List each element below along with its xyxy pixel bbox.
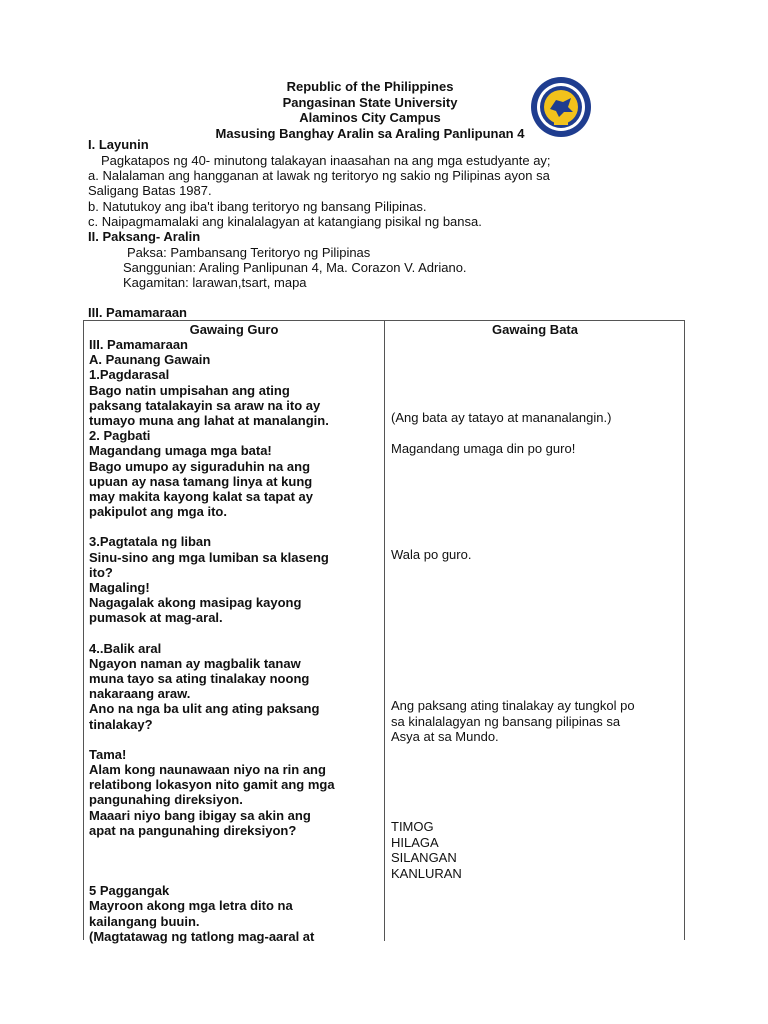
- guro-line: apat na pangunahing direksiyon?: [89, 822, 297, 838]
- paksa-topic: Paksa: Pambansang Teritoryo ng Pilipinas: [127, 245, 371, 260]
- guro-line: Tama!: [89, 746, 127, 762]
- column-divider: [384, 321, 385, 941]
- guro-line: Maaari niyo bang ibigay sa akin ang: [89, 807, 311, 823]
- guro-line: 4..Balik aral: [89, 640, 162, 656]
- document-header: [150, 79, 590, 141]
- layunin-a-line1: a. Nalalaman ang hangganan at lawak ng teritoryo ng sakio ng Pilipinas ayon sa: [88, 168, 550, 183]
- guro-line: Nagagalak akong masipag kayong: [89, 595, 302, 611]
- header-republic: Republic of the Philippines: [286, 79, 454, 94]
- guro-line: 3.Pagtatala ng liban: [89, 534, 212, 550]
- guro-line: III. Pamamaraan: [89, 337, 188, 352]
- guro-line: paksang tatalakayin sa araw na ito ay: [89, 397, 321, 413]
- university-seal-logo: [530, 76, 592, 138]
- bata-response-directions: [391, 819, 681, 881]
- bata-response-pray: (Ang bata ay tatayo at mananalangin.): [391, 410, 612, 425]
- direction-north: HILAGA: [391, 834, 439, 850]
- pamamaraan-heading: III. Pamamaraan: [88, 305, 187, 320]
- layunin-heading: I. Layunin: [88, 137, 149, 152]
- guro-line: 1.Pagdarasal: [89, 367, 170, 383]
- column-header-guro: Gawaing Guro: [189, 322, 279, 337]
- guro-line: 5 Paggangak: [89, 883, 170, 899]
- column-header-bata: Gawaing Bata: [492, 322, 578, 337]
- guro-line: muna tayo sa ating tinalakay noong: [89, 671, 310, 687]
- guro-line: Alam kong naunawaan niyo na rin ang: [89, 762, 326, 778]
- guro-line: Magandang umaga mga bata!: [89, 443, 272, 459]
- paksa-materials: Kagamitan: larawan,tsart, mapa: [123, 275, 307, 290]
- guro-line: Magaling!: [89, 580, 150, 596]
- bata-response-review: [391, 698, 681, 745]
- guro-line: Bago umupo ay siguraduhin na ang: [89, 458, 311, 474]
- bata-review-line: Asya at sa Mundo.: [391, 729, 499, 744]
- bata-review-line: Ang paksang ating tinalakay ay tungkol po: [391, 698, 635, 713]
- layunin-intro: Pagkatapos ng 40- minutong talakayan inaasahan na ang mga estudyante ay;: [101, 153, 551, 168]
- layunin-b: b. Natutukoy ang iba't ibang teritoryo ng bansang Pilipinas.: [88, 199, 427, 214]
- direction-south: TIMOG: [391, 819, 434, 834]
- guro-line: may makita kayong kalat sa tapat ay: [89, 489, 314, 505]
- guro-line: A. Paunang Gawain: [89, 352, 211, 368]
- guro-line: Sinu-sino ang mga lumiban sa klaseng: [89, 549, 329, 565]
- header-university: Pangasinan State University: [282, 94, 458, 110]
- guro-line: nakaraang araw.: [89, 686, 191, 702]
- guro-line: pakipulot ang mga ito.: [89, 504, 227, 520]
- guro-line: Mayroon akong mga letra dito na: [89, 898, 293, 914]
- teacher-activities: [89, 337, 381, 944]
- paksa-heading: II. Paksang- Aralin: [88, 229, 201, 244]
- bata-response-absent: Wala po guro.: [391, 547, 472, 562]
- guro-line: tinalakay?: [89, 716, 153, 732]
- header-title: Masusing Banghay Aralin sa Araling Panlipunan 4: [215, 125, 525, 141]
- guro-line: pangunahing direksiyon.: [89, 792, 243, 808]
- guro-line: tumayo muna ang lahat at manalangin.: [89, 413, 329, 429]
- guro-line: Ano na nga ba ulit ang ating paksang: [89, 701, 320, 717]
- guro-line: (Magtatawag ng tatlong mag-aaral at: [89, 928, 315, 944]
- guro-line: upuan ay nasa tamang linya at kung: [89, 473, 313, 489]
- header-campus: Alaminos City Campus: [299, 110, 441, 125]
- guro-line: pumasok at mag-aral.: [89, 610, 223, 626]
- guro-line: kailangang buuin.: [89, 913, 200, 929]
- guro-line: Bago natin umpisahan ang ating: [89, 382, 290, 398]
- guro-line: 2. Pagbati: [89, 428, 151, 444]
- layunin-a-line2: Saligang Batas 1987.: [88, 183, 212, 198]
- paksa-reference: Sanggunian: Araling Panlipunan 4, Ma. Corazon V. Adriano.: [123, 260, 467, 275]
- guro-line: relatibong lokasyon nito gamit ang mga: [89, 777, 335, 793]
- direction-east: SILANGAN: [391, 850, 457, 865]
- guro-line: ito?: [89, 564, 113, 580]
- layunin-c: c. Naipagmamalaki ang kinalalagyan at katangiang pisikal ng bansa.: [88, 214, 482, 229]
- guro-line: Ngayon naman ay magbalik tanaw: [89, 655, 301, 671]
- lesson-procedure-table: [83, 320, 685, 944]
- direction-west: KANLURAN: [391, 865, 462, 881]
- bata-review-line: sa kinalalagyan ng bansang pilipinas sa: [391, 713, 621, 729]
- bata-response-greeting: Magandang umaga din po guro!: [391, 441, 576, 456]
